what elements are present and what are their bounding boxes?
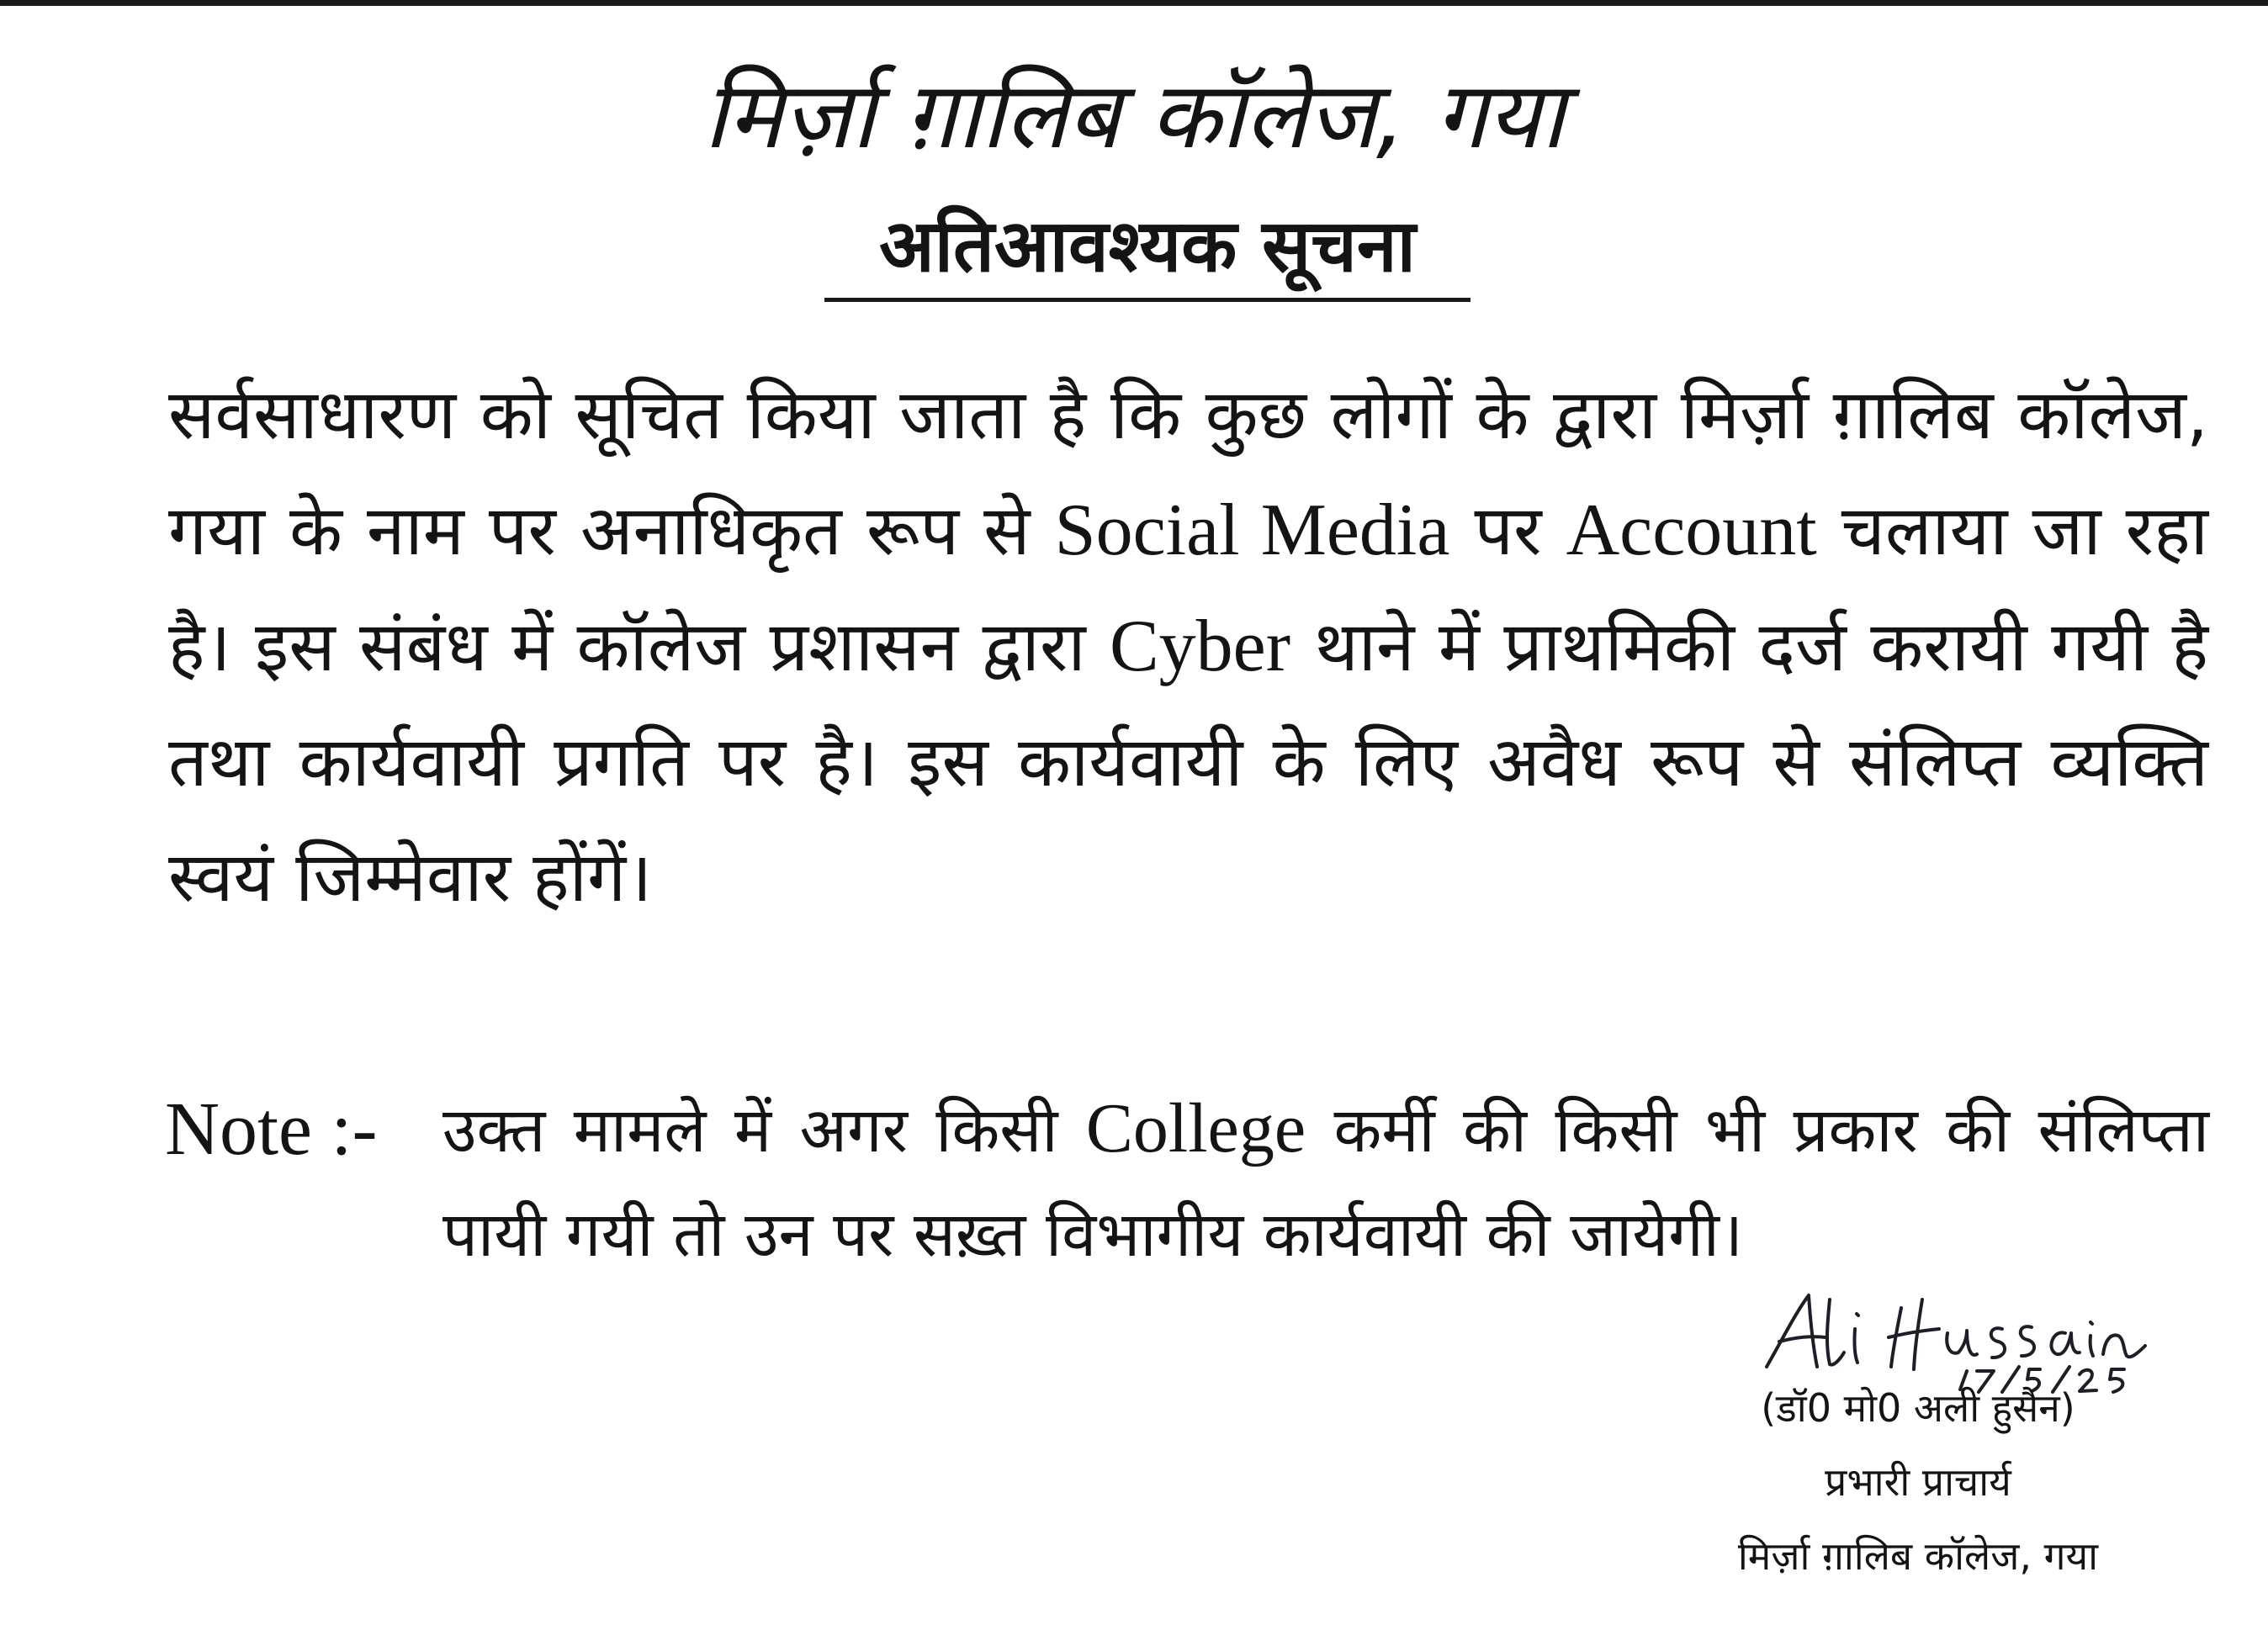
signatory-institution: मिर्ज़ा ग़ालिब कॉलेज, गया xyxy=(1737,1533,2099,1579)
note-term-college: College xyxy=(1085,1089,1306,1167)
note-text-part-2: कर्मी की किसी भी प्रकार की संलिप्ता पायी गयी तो उन पर सख़्त विभागीय कार्यवायी की जायेगी। xyxy=(442,1094,2209,1271)
body-text-part-1: सर्वसाधारण को सूचित किया जाता है कि कुछ लोगों के द्वारा मिर्ज़ा ग़ालिब कॉलेज, गया के नाम पर अनाधिकृत रूप से xyxy=(168,375,2208,571)
note-text xyxy=(442,1077,2209,1287)
top-border-line xyxy=(0,0,2268,6)
body-text-part-2: पर xyxy=(1449,491,1566,571)
note-text-part-1: उक्त मामले में अगर किसी xyxy=(442,1094,1086,1167)
body-text-part-4: थाने में प्राथमिकी दर्ज करायी गयी है तथा कार्यवायी प्रगति पर है। इस कार्यवायी के लिए अवैध रूप से संलिप्त व्यक्ति स्वयं जिम्मेवार होंगें। xyxy=(168,607,2208,918)
notice-heading: अतिआवश्यक सूचना xyxy=(824,200,1470,302)
signatory-designation: प्रभारी प्राचार्य xyxy=(1825,1459,2011,1505)
body-term-social-media: Social Media xyxy=(1054,490,1450,571)
body-term-cyber: Cyber xyxy=(1109,606,1291,687)
signatory-name: (डॉ0 मो0 अली हुसैन) xyxy=(1761,1385,2075,1431)
note-label: Note :- xyxy=(165,1088,378,1171)
signatory-block xyxy=(1598,1371,2238,1593)
notice-body xyxy=(168,357,2208,935)
body-term-account: Account xyxy=(1566,490,1817,571)
body-text-part-3: चलाया जा रहा है। इस संबंध में कॉलेज प्रशासन द्वारा xyxy=(168,491,2208,687)
college-title: मिर्ज़ा ग़ालिब कॉलेज, गया xyxy=(703,61,1565,169)
